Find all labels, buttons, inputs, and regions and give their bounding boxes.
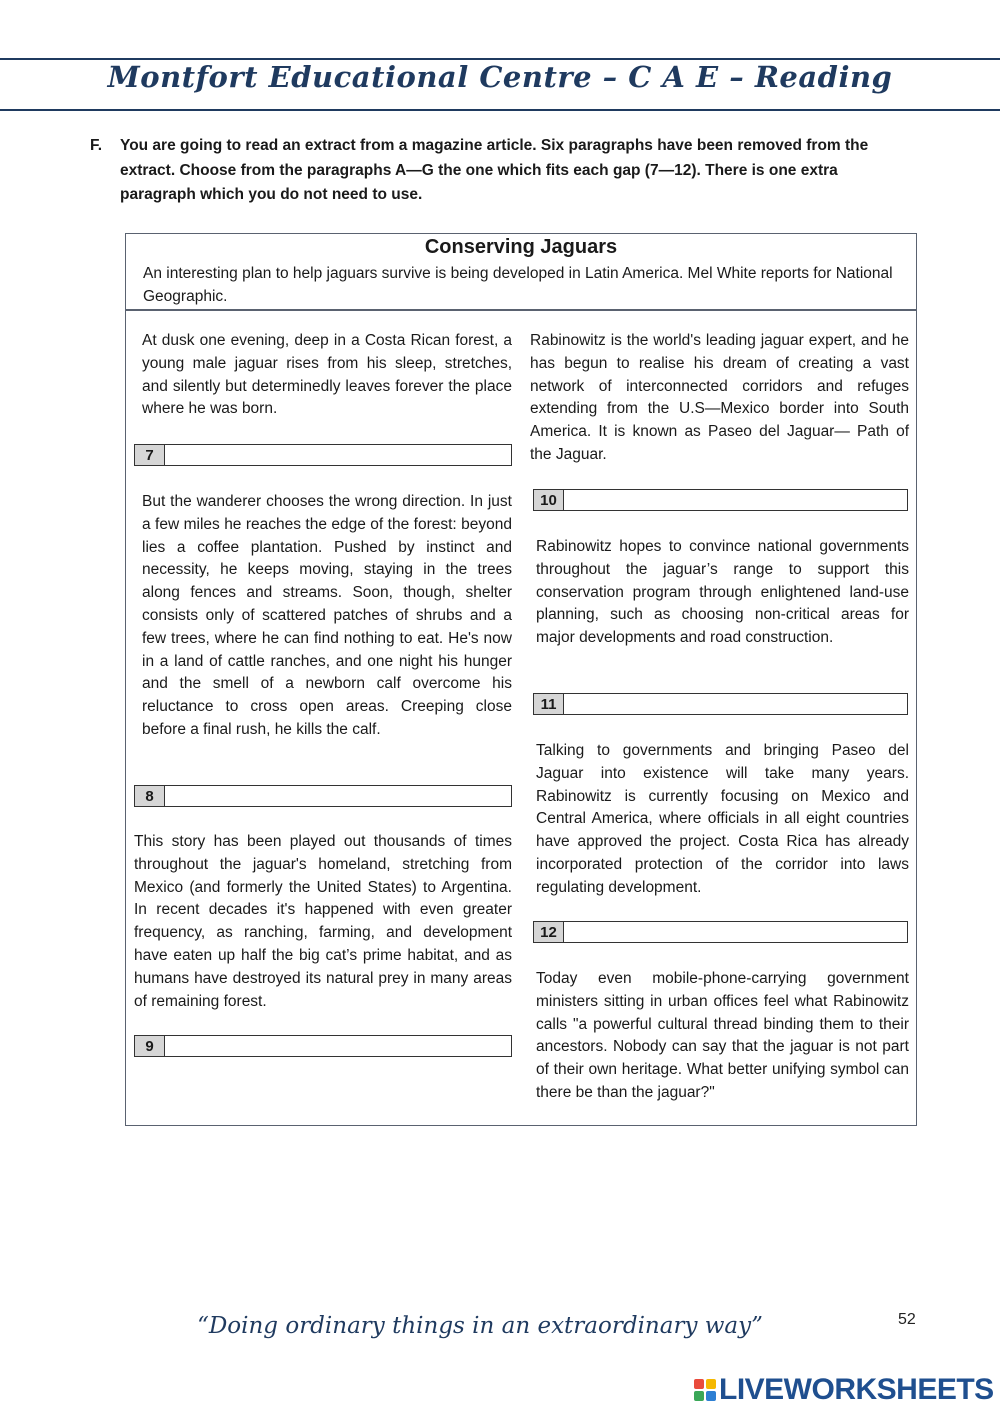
article-divider (126, 309, 916, 311)
instructions (90, 134, 910, 208)
gap-number: 10 (534, 490, 564, 510)
gap-11[interactable] (533, 693, 908, 715)
liveworksheets-icon (694, 1379, 716, 1401)
gap-number: 11 (534, 694, 564, 714)
gap-number: 8 (135, 786, 165, 806)
gap-number: 12 (534, 922, 564, 942)
instructions-text: You are going to read an extract from a magazine article. Six paragraphs have been removed from the extract. Choose from the paragraphs A—G the one which fits each gap (7—12). There is one extra paragraph which you do not need to use. (120, 137, 869, 203)
instructions-letter: F. (90, 137, 103, 154)
gap-answer-slot[interactable] (165, 786, 511, 806)
gap-answer-slot[interactable] (564, 922, 907, 942)
gap-9[interactable] (134, 1035, 512, 1057)
gap-7[interactable] (134, 444, 512, 466)
page-header-title: Montfort Educational Centre – C A E – Reading (107, 60, 893, 94)
liveworksheets-brand: LIVEWORKSHEETS (719, 1373, 994, 1406)
paragraph-6: Talking to governments and bringing Paseo del Jaguar into existence will take many years. Rabinowitz is currently focusing on Mexico and Central America, where officials in all eight countries have approved the project. Costa Rica has already incorporated protection of the corridor into laws regulating development. (536, 742, 909, 896)
page-number: 52 (898, 1311, 916, 1328)
liveworksheets-logo[interactable] (694, 1373, 994, 1407)
paragraph-1: At dusk one evening, deep in a Costa Rican forest, a young male jaguar rises from his sleep, stretches, and silently but determinedly leaves forever the place where he was born. (142, 332, 512, 418)
header-bottom-rule (0, 109, 1000, 111)
paragraph-5: Rabinowitz hopes to convince national governments throughout the jaguar’s range to support this conservation program through enlightened land-use planning, such as choosing non-critical areas for major developments and road construction. (536, 538, 909, 647)
gap-8[interactable] (134, 785, 512, 807)
article-title: Conserving Jaguars (424, 236, 618, 258)
gap-answer-slot[interactable] (564, 490, 907, 510)
footer-quote: “Doing ordinary things in an extraordinary way” (197, 1313, 763, 1339)
gap-answer-slot[interactable] (564, 694, 907, 714)
gap-10[interactable] (533, 489, 908, 511)
article-subtitle: An interesting plan to help jaguars survive is being developed in Latin America. Mel White reports for National Geographic. (143, 265, 893, 305)
paragraph-4: Rabinowitz is the world's leading jaguar expert, and he has begun to realise his dream of creating a vast network of interconnected corridors and refuges extending from the U.S—Mexico border into South America. It is known as Paseo del Jaguar— Path of the Jaguar. (530, 332, 909, 463)
gap-answer-slot[interactable] (165, 1036, 511, 1056)
paragraph-7: Today even mobile-phone-carrying government ministers sitting in urban offices feel what Rabinowitz calls "a powerful cultural thread binding them to their ancestors. Nobody can say that the jaguar is not part of their own heritage. What better unifying symbol can there be than the jaguar?" (536, 970, 909, 1101)
paragraph-3: This story has been played out thousands of times throughout the jaguar's homeland, stretching from Mexico (and formerly the United States) to Argentina. In recent decades it's happened with even greater frequency, as ranching, farming, and development have eaten up half the big cat’s prime habitat, and as humans have destroyed its natural prey in many areas of remaining forest. (134, 833, 512, 1010)
gap-number: 9 (135, 1036, 165, 1056)
gap-number: 7 (135, 445, 165, 465)
gap-12[interactable] (533, 921, 908, 943)
paragraph-2: But the wanderer chooses the wrong direction. In just a few miles he reaches the edge of the forest: beyond lies a coffee plantation. Pushed by instinct and necessity, he keeps moving, staying in the trees along fences and streams. Soon, though, shelter consists only of scattered patches of shrubs and a few trees, where he can find nothing to eat. He's now in a land of cattle ranches, and one night his hunger and the smell of a newborn calf overcome his reluctance to cross open areas. Creeping close before a final rush, he kills the calf. (142, 493, 512, 738)
gap-answer-slot[interactable] (165, 445, 511, 465)
